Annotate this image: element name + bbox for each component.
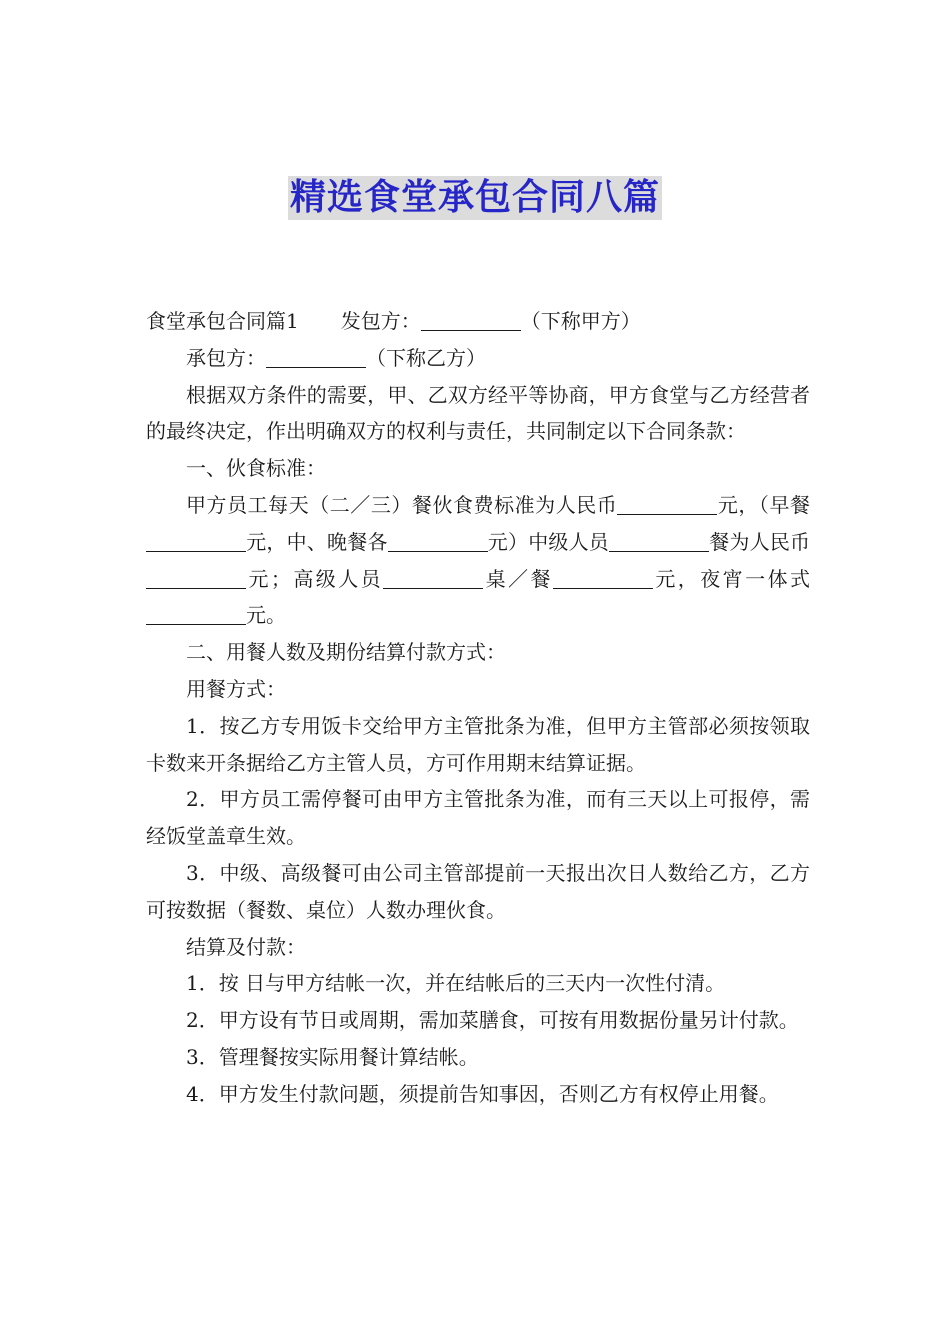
party-b-line: [146, 340, 810, 377]
settlement-item-4: 4．甲方发生付款问题，须提前告知事因，否则乙方有权停止用餐。: [186, 1081, 779, 1106]
meal-standard-text-4: 元）中级人员: [487, 529, 610, 554]
subheading-settlement: 结算及付款：: [186, 934, 306, 959]
title-block: [0, 176, 950, 220]
fill-blank: [388, 530, 488, 552]
meal-standard-text-2: 元，（早餐: [717, 492, 811, 517]
dining-item-2: 2．甲方员工需停餐可由甲方主管批条为准，而有三天以上可报停，需经饭堂盖章生效。: [146, 787, 810, 849]
meal-standard-text-1: 甲方员工每天（二／三）餐伙食费标准为人民币: [186, 492, 618, 517]
party-b-label: 承包方：: [186, 345, 266, 370]
contract-number: 食堂承包合同篇1: [146, 309, 299, 333]
document-title: 精选食堂承包合同八篇: [289, 177, 660, 218]
meal-standard-text-9: 元。: [246, 603, 286, 628]
fill-blank: [617, 493, 717, 515]
settlement-item-3: 3．管理餐按实际用餐计算结帐。: [186, 1044, 479, 1069]
settlement-item-1: 1．按 日与甲方结帐一次，并在结帐后的三天内一次性付清。: [186, 971, 726, 996]
meal-standard-text-8: 元，夜宵一体式: [652, 566, 811, 591]
meal-standard-paragraph: [146, 487, 810, 634]
meal-standard-text-6: 元；高级人员: [246, 566, 384, 591]
section-heading-1: 一、伙食标准：: [186, 456, 326, 481]
section-heading-2: 二、用餐人数及期份结算付款方式：: [186, 640, 506, 665]
party-b-blank: [266, 346, 366, 368]
fill-blank: [146, 567, 246, 589]
subheading-dining-method: 用餐方式：: [186, 676, 286, 701]
fill-blank: [146, 603, 246, 625]
fill-blank: [609, 530, 709, 552]
fill-blank: [146, 530, 246, 552]
fill-blank: [383, 567, 483, 589]
meal-standard-text-3: 元，中、晚餐各: [246, 529, 388, 554]
dining-item-1: 1．按乙方专用饭卡交给甲方主管批条为准，但甲方主管部必须按领取卡数来开条据给乙方主管人员，方可作用期末结算证据。: [146, 713, 810, 775]
dining-item-3: 3．中级、高级餐可由公司主管部提前一天报出次日人数给乙方，乙方可按数据（餐数、桌位）人数办理伙食。: [146, 860, 810, 922]
preamble-paragraph: 根据双方条件的需要，甲、乙双方经平等协商，甲方食堂与乙方经营者的最终决定，作出明确双方的权利与责任，共同制定以下合同条款：: [146, 382, 810, 444]
party-b-note: （下称乙方）: [366, 345, 486, 370]
meal-standard-text-7: 桌／餐: [483, 566, 553, 591]
party-a-label: 发包方：: [340, 309, 421, 333]
party-a-note: （下称甲方）: [520, 309, 641, 333]
fill-blank: [553, 567, 653, 589]
settlement-item-2: 2．甲方设有节日或周期，需加菜膳食，可按有用数据份量另计付款。: [186, 1008, 799, 1033]
party-a-blank: [421, 309, 521, 331]
contract-header-line: [146, 303, 810, 340]
contract-body: [146, 303, 810, 1113]
meal-standard-text-5: 餐为人民币: [709, 529, 811, 554]
